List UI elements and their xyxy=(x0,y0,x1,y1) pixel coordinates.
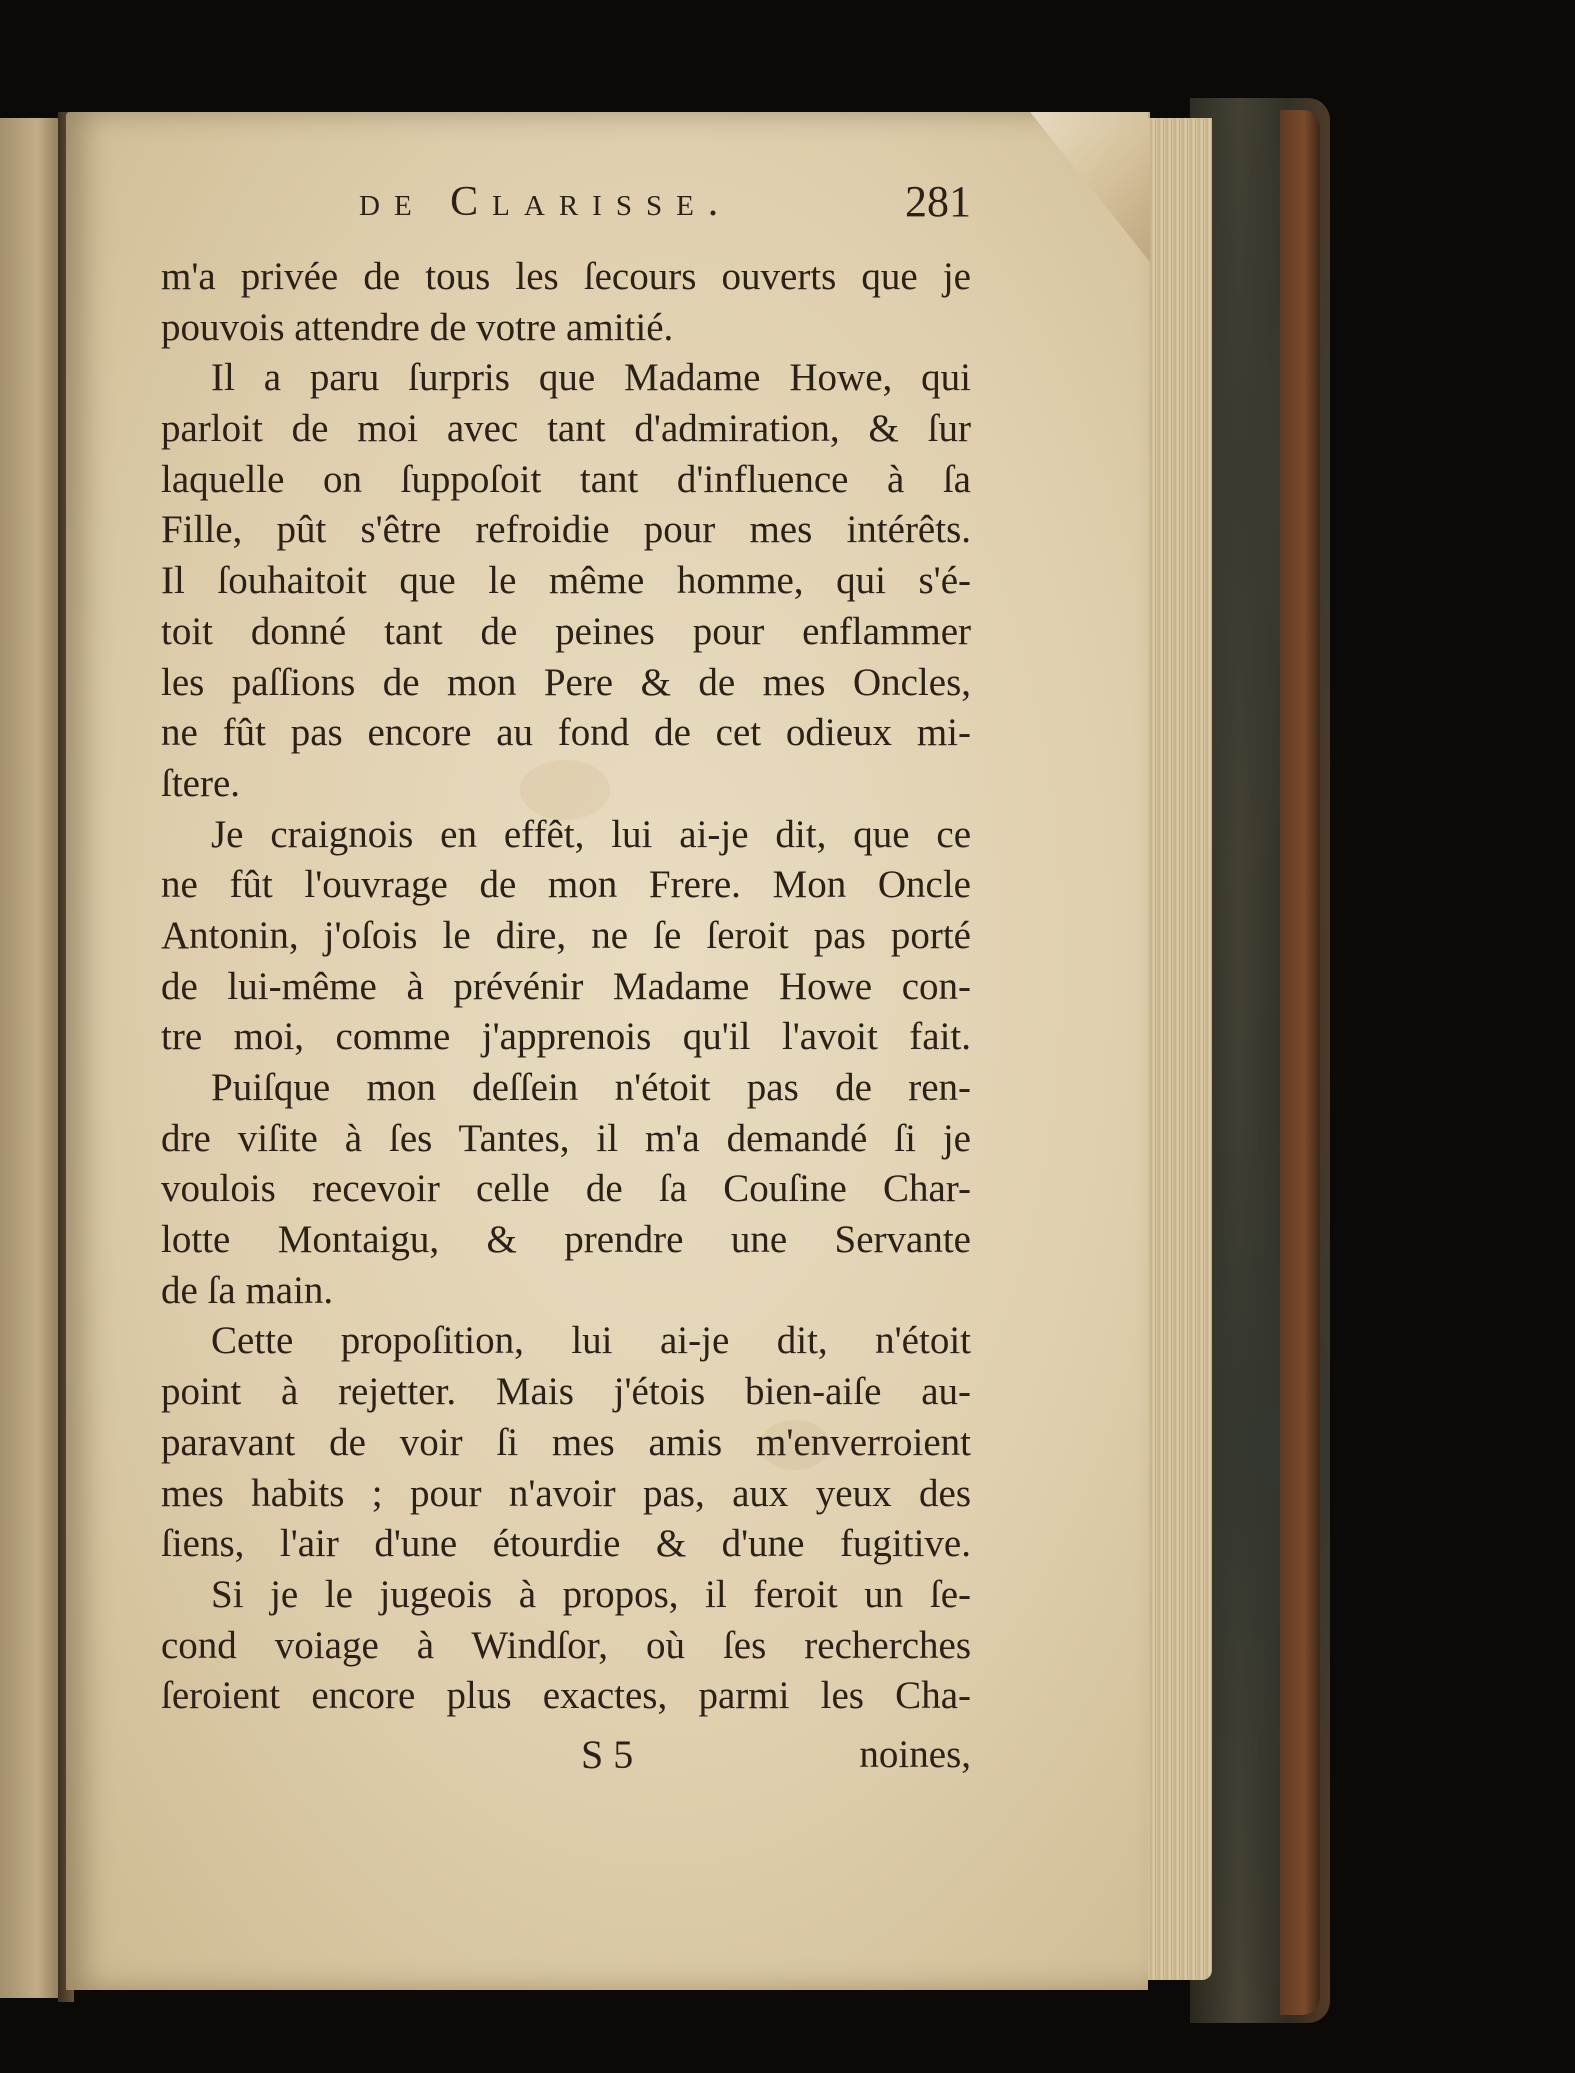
text-line: les paſſions de mon Pere & de mes Oncles, xyxy=(161,660,971,704)
running-head-title: de Clarisse. xyxy=(359,179,733,225)
text-line: Fille, pût s'être refroidie pour mes intérêts. xyxy=(161,508,971,552)
catchword: noines, xyxy=(859,1733,971,1776)
text-line: Je craignois en effêt, lui ai-je dit, que ce xyxy=(211,812,971,856)
text-line: Il a paru ſurpris que Madame Howe, qui xyxy=(211,356,971,400)
page-footer xyxy=(161,1730,971,1780)
signature-mark: S 5 xyxy=(581,1732,634,1777)
text-line: parloit de moi avec tant d'admiration, & ſur xyxy=(161,407,971,451)
page-block-edges xyxy=(1140,118,1212,1980)
text-line: ne fût pas encore au fond de cet odieux mi- xyxy=(161,711,971,755)
text-line: Cette propoſition, lui ai-je dit, n'étoit xyxy=(211,1319,971,1363)
text-line: ſeroient encore plus exactes, parmi les Cha- xyxy=(161,1674,971,1718)
page-number: 281 xyxy=(905,177,971,226)
text-line: toit donné tant de peines pour enflammer xyxy=(161,609,971,653)
text-line: ſtere. xyxy=(161,761,241,805)
text-line: ſiens, l'air d'une étourdie & d'une fugitive. xyxy=(161,1522,971,1566)
text-line: voulois recevoir celle de ſa Couſine Char- xyxy=(161,1167,971,1211)
text-line: pouvois attendre de votre amitié. xyxy=(161,305,674,349)
text-line: tre moi, comme j'apprenois qu'il l'avoit fait. xyxy=(161,1015,971,1059)
running-head xyxy=(161,178,971,226)
text-line: Antonin, j'oſois le dire, ne ſe ſeroit pas porté xyxy=(161,913,971,957)
text-line: de ſa main. xyxy=(161,1268,334,1312)
text-line: Il ſouhaitoit que le même homme, qui s'é- xyxy=(161,559,971,603)
text-line: cond voiage à Windſor, où ſes recherches xyxy=(161,1623,971,1667)
text-line: ne fût l'ouvrage de mon Frere. Mon Oncle xyxy=(161,863,971,907)
text-line: lotte Montaigu, & prendre une Servante xyxy=(161,1218,971,1262)
text-line: point à rejetter. Mais j'étois bien-aiſe au- xyxy=(161,1370,971,1414)
text-line: paravant de voir ſi mes amis m'enverroient xyxy=(161,1420,971,1464)
text-line: Si je le jugeois à propos, il feroit un ſe- xyxy=(211,1572,971,1616)
facing-page-edge xyxy=(0,118,62,1998)
text-line: de lui-même à prévénir Madame Howe con- xyxy=(161,964,971,1008)
text-line: Puiſque mon deſſein n'étoit pas de ren- xyxy=(211,1066,971,1109)
book-cover-edge xyxy=(1280,110,1320,2015)
body-text xyxy=(161,252,971,1722)
text-line: mes habits ; pour n'avoir pas, aux yeux des xyxy=(161,1471,971,1515)
text-line: laquelle on ſuppoſoit tant d'influence à ſa xyxy=(161,457,971,501)
text-line: m'a privée de tous les ſecours ouverts que je xyxy=(161,255,971,298)
text-line: dre viſite à ſes Tantes, il m'a demandé ſi je xyxy=(161,1116,971,1160)
